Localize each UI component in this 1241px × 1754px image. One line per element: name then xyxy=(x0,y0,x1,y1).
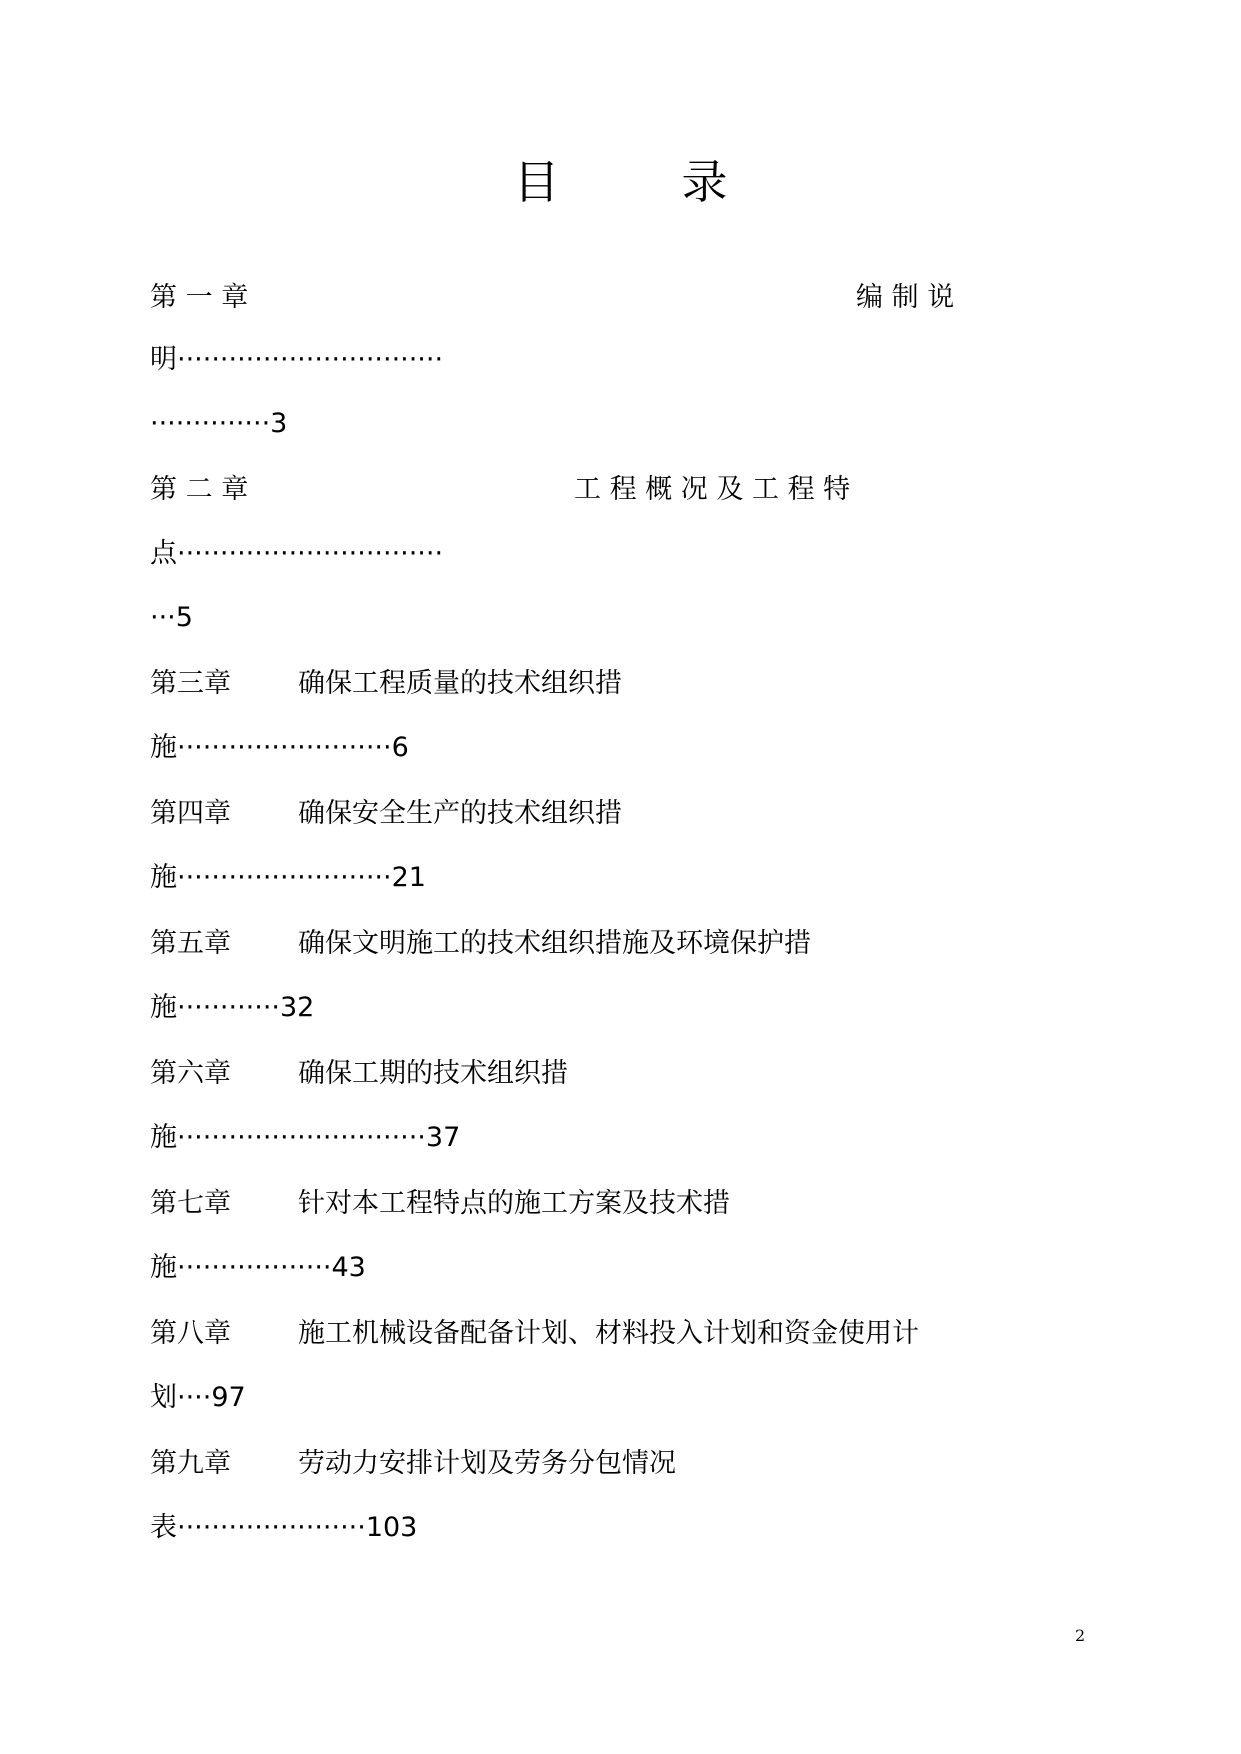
toc-ch2-line1 xyxy=(150,470,1096,510)
toc-ch3-heading xyxy=(150,664,622,704)
toc-ch4-heading xyxy=(150,794,622,834)
toc-ch6-title: 确保工期的技术组织措 xyxy=(298,1058,568,1089)
toc-ch4-title: 确保安全生产的技术组织措 xyxy=(298,798,622,829)
toc-ch1-label: 第 一 章 xyxy=(150,282,249,313)
toc-ch9-title: 劳动力安排计划及劳务分包情况 xyxy=(298,1448,676,1479)
toc-ch6-chapter: 第六章 xyxy=(150,1058,231,1089)
page-number: 2 xyxy=(1075,1626,1086,1645)
toc-ch7-heading xyxy=(150,1184,730,1224)
toc-ch2-line2[interactable]: 点······························· xyxy=(150,538,444,569)
toc-ch8-chapter: 第八章 xyxy=(150,1318,231,1349)
toc-ch2-leader[interactable]: ···5 xyxy=(150,602,193,633)
page-title: 目 录 xyxy=(513,155,766,209)
toc-ch3-chapter: 第三章 xyxy=(150,668,231,699)
toc-ch5-title: 确保文明施工的技术组织措施及环境保护措 xyxy=(298,928,811,959)
toc-ch6-leader[interactable]: 施·····························37 xyxy=(150,1122,461,1153)
toc-ch5-heading xyxy=(150,924,811,964)
toc-ch9-leader[interactable]: 表······················103 xyxy=(150,1512,418,1543)
toc-ch8-heading xyxy=(150,1314,919,1354)
toc-ch3-leader[interactable]: 施·························6 xyxy=(150,732,409,763)
toc-ch7-title: 针对本工程特点的施工方案及技术措 xyxy=(298,1188,730,1219)
toc-ch7-leader[interactable]: 施··················43 xyxy=(150,1252,366,1283)
toc-ch8-title: 施工机械设备配备计划、材料投入计划和资金使用计 xyxy=(298,1318,919,1349)
toc-ch8-leader[interactable]: 划····97 xyxy=(150,1382,246,1413)
toc-ch5-chapter: 第五章 xyxy=(150,928,231,959)
toc-ch4-chapter: 第四章 xyxy=(150,798,231,829)
toc-ch7-chapter: 第七章 xyxy=(150,1188,231,1219)
toc-ch6-heading xyxy=(150,1054,568,1094)
toc-ch1-title-start: 编 制 说 xyxy=(856,282,955,313)
toc-ch1-line2[interactable]: 明······························· xyxy=(150,344,444,375)
toc-ch3-title: 确保工程质量的技术组织措 xyxy=(298,668,622,699)
toc-ch9-heading xyxy=(150,1444,676,1484)
toc-ch2-title-start: 工 程 概 况 及 工 程 特 xyxy=(574,474,851,505)
toc-ch1-line1 xyxy=(150,278,1096,318)
toc-ch2-label: 第 二 章 xyxy=(150,474,249,505)
toc-ch1-leader[interactable]: ··············3 xyxy=(150,408,288,439)
toc-ch4-leader[interactable]: 施·························21 xyxy=(150,862,426,893)
toc-ch9-chapter: 第九章 xyxy=(150,1448,231,1479)
toc-ch5-leader[interactable]: 施············32 xyxy=(150,992,315,1023)
